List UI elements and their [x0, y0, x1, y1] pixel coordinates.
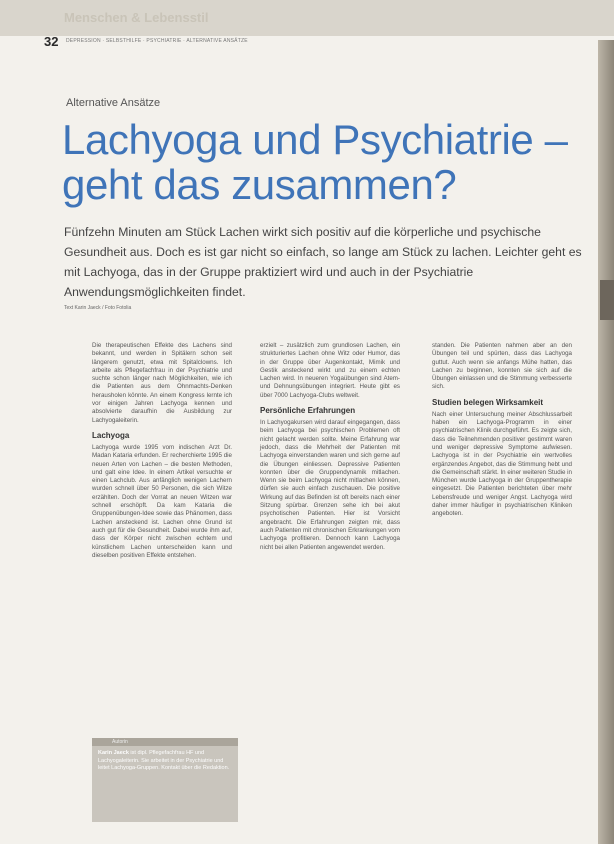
column-2	[260, 342, 400, 552]
col1-subheading: Lachyoga	[92, 430, 130, 440]
article-kicker: Alternative Ansätze	[66, 97, 161, 109]
running-head: DEPRESSION · SELBSTHILFE · PSYCHIATRIE · ALTERNATIVE ANSÄTZE	[66, 38, 248, 44]
article-credit: Text Karin Jaeck / Foto Fotolia	[64, 305, 132, 311]
info-box-body	[92, 746, 238, 777]
side-photo-detail	[600, 280, 614, 320]
col3-intro: standen. Die Patienten nahmen aber an den Übungen teil und spürten, dass das Lachyoga guttut. Auch wenn sie anfangs Mühe hatten, das Lachen zu beginnen, konnten sie sich auf die Übungen einlassen und die Stimmung verbesserte sich.	[432, 342, 572, 391]
col3-text: Nach einer Untersuchung meiner Abschlussarbeit haben ein Lachyoga-Programm in einer psychiatrischen Klinik durchgeführt. Es zeigte sich, dass die Teilnehmenden positiver gestimmt waren und weniger depressive Symptome aufwiesen. Lachyoga ist in der Psychiatrie ein wertvolles ergänzendes Angebot, das die Stimmung hebt und die Gemeinschaft stärkt. In einer weiteren Studie in München wurde Lachyoga in der Gruppentherapie eingesetzt. Die Patienten berichteten über mehr Lebensfreude und weniger Angst. Lachyoga wird daher immer häufiger in psychiatrischen Kliniken angeboten.	[432, 410, 572, 518]
col2-subheading: Persönliche Erfahrungen	[260, 406, 356, 416]
col2-text: In Lachyogakursen wird darauf eingegangen, dass beim Lachyoga bei psychischen Problemen oft nicht gelacht werden sollte. Meine Erfahrung war jedoch, dass die Mehrheit der Patienten mit Lachyoga einverstanden waren und sich gerne auf die Übungen einliessen. Depressive Patienten konnten über die Gruppendynamik mitlachen. Wenn sie beim Lachyoga nicht mitlachen können, dürfen sie auch einfach zuschauen. Die positive Wirkung auf das Befinden ist oft bereits nach einer Sitzung spürbar. Grenzen sehe ich bei akut psychotischen Patienten. Hier ist Vorsicht angebracht. Die Erfahrungen zeigten mir, dass auch Patienten mit chronischen Erkrankungen vom Lachyoga profitieren. Dennoch kann Lachyoga nicht bei allen Patienten angewendet werden.	[260, 419, 400, 551]
section-band	[0, 0, 614, 36]
col3-subheading: Studien belegen Wirksamkeit	[432, 397, 544, 407]
col2-intro: erzielt – zusätzlich zum grundlosen Lachen, ein strukturiertes Lachen ohne Witz oder Humor, das in der Gruppe über Augenkontakt, Mimik und Gestik ansteckend wirkt und zu einem echten Lachen wird. In neueren Yogaübungen sind Atem- und Dehnungsübungen integriert. Heute gibt es über 7000 Lachyoga-Clubs weltweit.	[260, 342, 400, 399]
col1-intro: Die therapeutischen Effekte des Lachens sind bekannt, und werden in Spitälern schon seit längerem genutzt, etwa mit Spitalclowns. Ich arbeite als Pflegefachfrau in der Psychiatrie und suchte schon länger nach Möglichkeiten, wie ich die Patienten aus dem Ohnmachts-Denken herausholen könnte. An einem Kongress lernte ich vor einigen Jahren Lachyoga kennen und absolvierte daraufhin die Ausbildung zur Lachyogaleiterin.	[92, 342, 232, 424]
author-name: Karin Jaeck	[98, 750, 129, 756]
page-number: 32	[44, 34, 59, 49]
article-title	[62, 117, 602, 207]
title-line-1: Lachyoga und Psychiatrie –	[62, 116, 568, 163]
info-box-header: Autorin	[92, 738, 238, 746]
author-bio: ist dipl. Pflegefachfrau HF und Lachyogaleiterin. Sie arbeitet in der Psychiatrie und leitet Lachyoga-Gruppen. Kontakt über die Redaktion.	[98, 750, 230, 771]
col1-text: Lachyoga wurde 1995 vom indischen Arzt Dr. Madan Kataria erfunden. Er recherchierte 1995 die neuen Arten von Lachen – die besten Methoden, und galt eine Idee. In einem Artikel versuchte er einen Lachclub. Aus anfänglich wenigen Lachern wurden schnell über 50 Personen, die sich Witze erzählten. Doch der Vorrat an neuen Witzen war schnell erschöpft. Da kam Kataria die Gruppenübungen-Idee sowie das Phänomen, dass Lachen ansteckend ist. Lachen ohne Grund ist auch gut für die Gesundheit. Dabei wurde ihm auf, dass der Körper nicht zwischen echtem und künstlichem Lachen unterscheiden kann und dieselben positiven Effekte entstehen.	[92, 443, 232, 559]
section-label: Menschen & Lebensstil	[64, 10, 209, 25]
column-3	[432, 342, 572, 519]
column-1	[92, 342, 232, 560]
author-info-box	[92, 738, 238, 822]
article-lead: Fünfzehn Minuten am Stück Lachen wirkt sich positiv auf die körperliche und psychische Gesundheit aus. Doch es ist gar nicht so einfach, so lange am Stück zu lachen. Leichter geht es mit Lachyoga, das in der Gruppe praktiziert wird und auch in der Psychiatrie Anwendungsmöglichkeiten findet.	[64, 225, 582, 299]
title-line-2: geht das zusammen?	[62, 161, 457, 208]
